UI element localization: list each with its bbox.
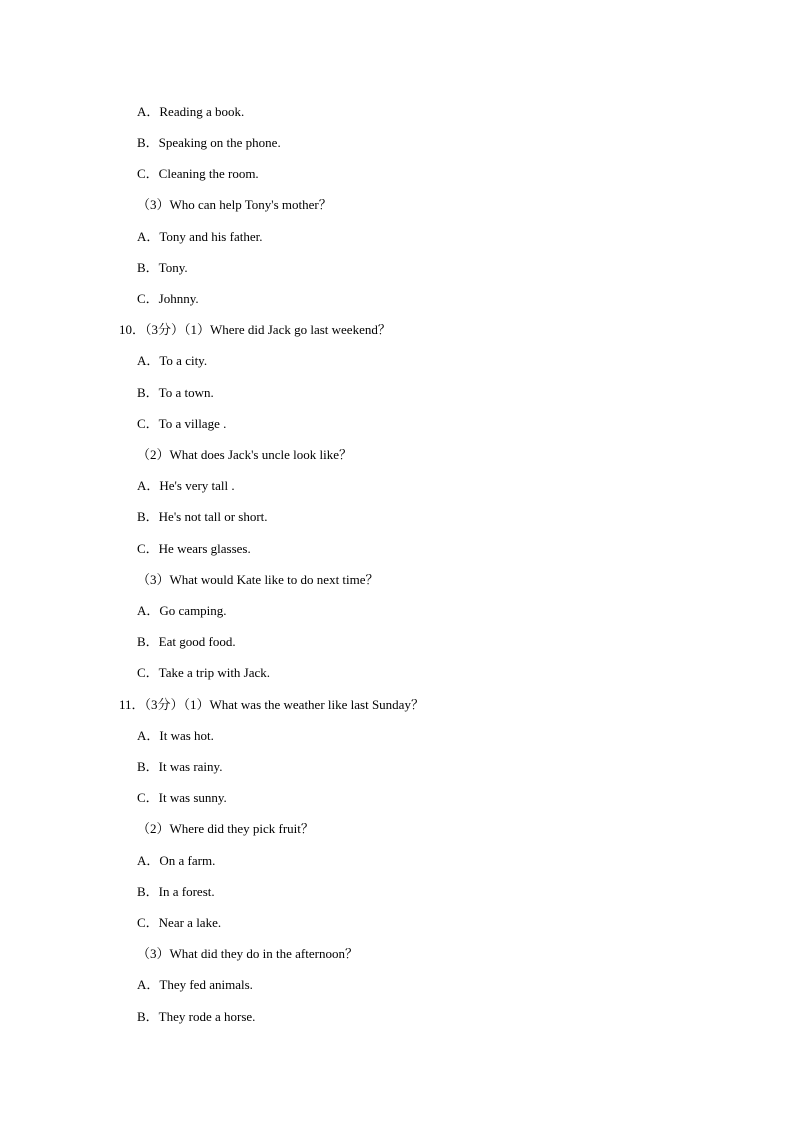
option-b-not-tall-short: B．He's not tall or short. [137,509,268,524]
question-10-header: 10．（3分）（1）Where did Jack go last weekend？ [119,322,391,337]
option-b-rainy: B．It was rainy. [137,759,223,774]
option-b-speaking-phone: B．Speaking on the phone. [137,135,281,150]
option-c-lake: C．Near a lake. [137,915,222,930]
sub-question-11-3: （3）What did they do in the afternoon？ [137,946,358,961]
option-a-fed-animals: A．They fed animals. [137,977,253,992]
sub-question-10-2: （2）What does Jack's uncle look like？ [137,447,352,462]
option-a-city: A．To a city. [137,353,208,368]
option-a-very-tall: A．He's very tall . [137,478,235,493]
option-b-tony: B．Tony. [137,260,188,275]
option-c-cleaning-room: C．Cleaning the room. [137,166,259,181]
option-a-hot: A．It was hot. [137,728,214,743]
option-b-town: B．To a town. [137,385,214,400]
sub-question-11-2: （2）Where did they pick fruit？ [137,821,314,836]
option-b-rode-horse: B．They rode a horse. [137,1009,256,1024]
option-a-farm: A．On a farm. [137,853,216,868]
option-c-village: C．To a village . [137,416,227,431]
option-c-johnny: C．Johnny. [137,291,199,306]
option-c-glasses: C．He wears glasses. [137,541,251,556]
option-c-sunny: C．It was sunny. [137,790,227,805]
question-11-header: 11．（3分）（1）What was the weather like last Sunday？ [119,697,424,712]
option-a-go-camping: A．Go camping. [137,603,227,618]
option-b-eat-food: B．Eat good food. [137,634,236,649]
option-a-tony-father: A．Tony and his father. [137,229,263,244]
option-c-trip-jack: C．Take a trip with Jack. [137,665,271,680]
sub-question-10-3: （3）What would Kate like to do next time？ [137,572,379,587]
sub-question-9-3: （3）Who can help Tony's mother？ [137,197,332,212]
option-b-forest: B．In a forest. [137,884,215,899]
option-a-reading-book: A．Reading a book. [137,104,245,119]
